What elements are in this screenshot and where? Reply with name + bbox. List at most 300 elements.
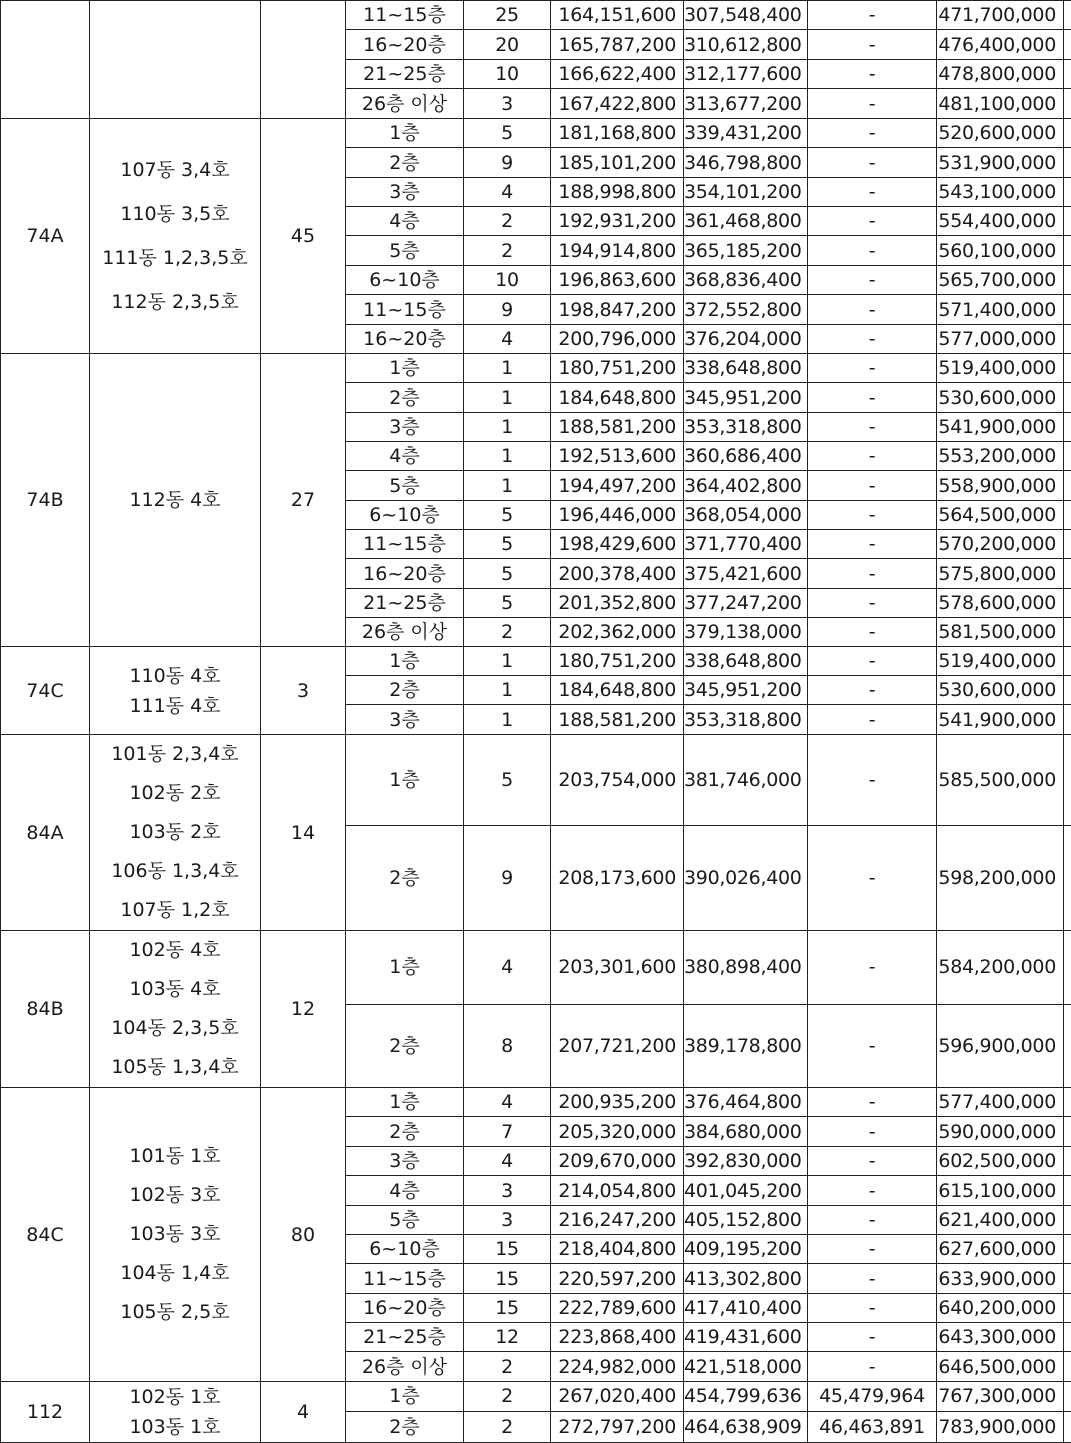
total-price-cell: 577,000,000	[937, 325, 1064, 354]
cut-column-cell	[1064, 148, 1071, 178]
unit-type-cell	[1, 1, 90, 119]
unit-count-cell: 14	[261, 735, 346, 931]
land-price-cell: 203,754,000	[551, 735, 684, 826]
total-price-cell: 478,800,000	[937, 60, 1064, 89]
building-price-cell: 353,318,800	[684, 413, 808, 442]
cut-column-cell	[1064, 647, 1071, 676]
building-price-cell: 392,830,000	[684, 1147, 808, 1176]
units-cell: 5	[464, 589, 551, 618]
dong-list-cell	[90, 1088, 261, 1382]
land-price-cell: 184,648,800	[551, 383, 684, 413]
vat-cell: -	[808, 1004, 937, 1087]
units-cell: 3	[464, 1176, 551, 1206]
total-price-cell: 633,900,000	[937, 1264, 1064, 1294]
price-table-body	[1, 1, 1071, 1443]
floor-cell: 1층	[346, 354, 464, 383]
cut-column-cell	[1064, 501, 1071, 530]
cut-column-cell	[1064, 413, 1071, 442]
cut-column-cell	[1064, 1323, 1071, 1352]
floor-cell: 26층 이상	[346, 1352, 464, 1382]
land-price-cell: 214,054,800	[551, 1176, 684, 1206]
units-cell: 1	[464, 413, 551, 442]
total-price-cell: 541,900,000	[937, 705, 1064, 735]
vat-cell: -	[808, 1294, 937, 1323]
building-price-cell: 390,026,400	[684, 825, 808, 930]
building-price-cell: 368,054,000	[684, 501, 808, 530]
units-cell: 5	[464, 559, 551, 589]
building-price-cell: 310,612,800	[684, 30, 808, 60]
units-cell: 12	[464, 1323, 551, 1352]
building-price-cell: 380,898,400	[684, 931, 808, 1005]
floor-cell: 4층	[346, 1176, 464, 1206]
cut-column-cell	[1064, 1411, 1071, 1442]
building-price-cell: 368,836,400	[684, 266, 808, 295]
building-price-cell: 384,680,000	[684, 1117, 808, 1147]
building-price-cell: 372,552,800	[684, 295, 808, 325]
units-cell: 20	[464, 30, 551, 60]
dong-entry: 102동 2호	[90, 774, 260, 813]
land-price-cell: 188,581,200	[551, 705, 684, 735]
cut-column-cell	[1064, 207, 1071, 236]
units-cell: 4	[464, 178, 551, 207]
total-price-cell: 565,700,000	[937, 266, 1064, 295]
vat-cell: -	[808, 266, 937, 295]
dong-entry: 103동 3호	[90, 1215, 260, 1254]
vat-cell: -	[808, 1176, 937, 1206]
unit-type-cell: 74A	[1, 119, 90, 354]
building-price-cell: 312,177,600	[684, 60, 808, 89]
cut-column-cell	[1064, 236, 1071, 266]
vat-cell: -	[808, 207, 937, 236]
floor-cell: 1층	[346, 1382, 464, 1412]
land-price-cell: 184,648,800	[551, 676, 684, 705]
units-cell: 3	[464, 1206, 551, 1235]
cut-column-cell	[1064, 1294, 1071, 1323]
vat-cell: -	[808, 148, 937, 178]
vat-cell: -	[808, 676, 937, 705]
building-price-cell: 345,951,200	[684, 676, 808, 705]
units-cell: 9	[464, 825, 551, 930]
floor-cell: 1층	[346, 119, 464, 148]
units-cell: 15	[464, 1294, 551, 1323]
dong-list-cell	[90, 1, 261, 119]
units-cell: 2	[464, 1352, 551, 1382]
table-row	[1, 1382, 1071, 1412]
floor-cell: 6~10층	[346, 501, 464, 530]
land-price-cell: 200,935,200	[551, 1088, 684, 1117]
cut-column-cell	[1064, 1117, 1071, 1147]
units-cell: 3	[464, 89, 551, 119]
building-price-cell: 345,951,200	[684, 383, 808, 413]
units-cell: 10	[464, 266, 551, 295]
land-price-cell: 167,422,800	[551, 89, 684, 119]
total-price-cell: 554,400,000	[937, 207, 1064, 236]
units-cell: 7	[464, 1117, 551, 1147]
total-price-cell: 602,500,000	[937, 1147, 1064, 1176]
floor-cell: 6~10층	[346, 1235, 464, 1264]
land-price-cell: 188,998,800	[551, 178, 684, 207]
unit-count-cell	[261, 1, 346, 119]
floor-cell: 26층 이상	[346, 89, 464, 119]
building-price-cell: 365,185,200	[684, 236, 808, 266]
cut-column-cell	[1064, 1147, 1071, 1176]
vat-cell: -	[808, 178, 937, 207]
building-price-cell: 454,799,636	[684, 1382, 808, 1412]
floor-cell: 2층	[346, 1411, 464, 1442]
total-price-cell: 615,100,000	[937, 1176, 1064, 1206]
total-price-cell: 643,300,000	[937, 1323, 1064, 1352]
land-price-cell: 222,789,600	[551, 1294, 684, 1323]
cut-column-cell	[1064, 1264, 1071, 1294]
land-price-cell: 207,721,200	[551, 1004, 684, 1087]
vat-cell: -	[808, 60, 937, 89]
floor-cell: 11~15층	[346, 1, 464, 30]
total-price-cell: 520,600,000	[937, 119, 1064, 148]
vat-cell: -	[808, 354, 937, 383]
land-price-cell: 218,404,800	[551, 1235, 684, 1264]
cut-column-cell	[1064, 266, 1071, 295]
vat-cell: -	[808, 705, 937, 735]
cut-column-cell	[1064, 1004, 1071, 1087]
dong-entry: 110동 3,5호	[90, 192, 260, 236]
floor-cell: 2층	[346, 383, 464, 413]
unit-type-cell: 74B	[1, 354, 90, 647]
floor-cell: 4층	[346, 442, 464, 471]
building-price-cell: 339,431,200	[684, 119, 808, 148]
floor-cell: 16~20층	[346, 559, 464, 589]
total-price-cell: 646,500,000	[937, 1352, 1064, 1382]
vat-cell: -	[808, 1323, 937, 1352]
units-cell: 25	[464, 1, 551, 30]
floor-cell: 3층	[346, 413, 464, 442]
total-price-cell: 577,400,000	[937, 1088, 1064, 1117]
floor-cell: 2층	[346, 825, 464, 930]
units-cell: 8	[464, 1004, 551, 1087]
dong-entry: 112동 2,3,5호	[90, 280, 260, 324]
units-cell: 9	[464, 148, 551, 178]
cut-column-cell	[1064, 383, 1071, 413]
total-price-cell: 767,300,000	[937, 1382, 1064, 1412]
units-cell: 4	[464, 325, 551, 354]
land-price-cell: 188,581,200	[551, 413, 684, 442]
cut-column-cell	[1064, 559, 1071, 589]
floor-cell: 21~25층	[346, 589, 464, 618]
building-price-cell: 361,468,800	[684, 207, 808, 236]
land-price-cell: 194,497,200	[551, 471, 684, 501]
total-price-cell: 564,500,000	[937, 501, 1064, 530]
dong-entry: 104동 1,4호	[90, 1254, 260, 1293]
cut-column-cell	[1064, 471, 1071, 501]
dong-entry: 112동 4호	[90, 478, 260, 522]
dong-entry: 107동 1,2호	[90, 891, 260, 930]
vat-cell: -	[808, 825, 937, 930]
units-cell: 1	[464, 471, 551, 501]
total-price-cell: 640,200,000	[937, 1294, 1064, 1323]
units-cell: 1	[464, 442, 551, 471]
units-cell: 10	[464, 60, 551, 89]
cut-column-cell	[1064, 825, 1071, 930]
dong-entry: 103동 2호	[90, 813, 260, 852]
unit-type-cell: 84C	[1, 1088, 90, 1382]
vat-cell: -	[808, 1147, 937, 1176]
building-price-cell: 353,318,800	[684, 705, 808, 735]
vat-cell: -	[808, 30, 937, 60]
total-price-cell: 531,900,000	[937, 148, 1064, 178]
land-price-cell: 164,151,600	[551, 1, 684, 30]
floor-cell: 3층	[346, 1147, 464, 1176]
land-price-cell: 198,429,600	[551, 530, 684, 559]
vat-cell: -	[808, 931, 937, 1005]
units-cell: 4	[464, 1147, 551, 1176]
total-price-cell: 584,200,000	[937, 931, 1064, 1005]
floor-cell: 16~20층	[346, 1294, 464, 1323]
cut-column-cell	[1064, 119, 1071, 148]
total-price-cell: 519,400,000	[937, 354, 1064, 383]
floor-cell: 11~15층	[346, 1264, 464, 1294]
building-price-cell: 413,302,800	[684, 1264, 808, 1294]
vat-cell: -	[808, 1117, 937, 1147]
land-price-cell: 166,622,400	[551, 60, 684, 89]
land-price-cell: 201,352,800	[551, 589, 684, 618]
cut-column-cell	[1064, 1382, 1071, 1412]
unit-count-cell: 3	[261, 647, 346, 735]
dong-entry: 102동 1호	[90, 1382, 260, 1412]
land-price-cell: 180,751,200	[551, 354, 684, 383]
cut-column-cell	[1064, 1206, 1071, 1235]
cut-column-cell	[1064, 931, 1071, 1005]
floor-cell: 1층	[346, 1088, 464, 1117]
vat-cell: -	[808, 735, 937, 826]
dong-entry: 102동 4호	[90, 931, 260, 970]
building-price-cell: 379,138,000	[684, 618, 808, 647]
cut-column-cell	[1064, 60, 1071, 89]
vat-cell: -	[808, 1, 937, 30]
cut-column-cell	[1064, 89, 1071, 119]
table-row	[1, 119, 1071, 148]
dong-entry: 101동 1호	[90, 1137, 260, 1176]
vat-cell: -	[808, 1088, 937, 1117]
building-price-cell: 376,204,000	[684, 325, 808, 354]
table-row	[1, 354, 1071, 383]
building-price-cell: 381,746,000	[684, 735, 808, 826]
total-price-cell: 621,400,000	[937, 1206, 1064, 1235]
units-cell: 2	[464, 1411, 551, 1442]
vat-cell: -	[808, 530, 937, 559]
cut-column-cell	[1064, 589, 1071, 618]
total-price-cell: 783,900,000	[937, 1411, 1064, 1442]
vat-cell: 45,479,964	[808, 1382, 937, 1412]
land-price-cell: 198,847,200	[551, 295, 684, 325]
land-price-cell: 185,101,200	[551, 148, 684, 178]
building-price-cell: 401,045,200	[684, 1176, 808, 1206]
cut-column-cell	[1064, 1, 1071, 30]
building-price-cell: 405,152,800	[684, 1206, 808, 1235]
building-price-cell: 371,770,400	[684, 530, 808, 559]
building-price-cell: 389,178,800	[684, 1004, 808, 1087]
vat-cell: -	[808, 1264, 937, 1294]
total-price-cell: 581,500,000	[937, 618, 1064, 647]
dong-entry: 103동 1호	[90, 1412, 260, 1442]
land-price-cell: 220,597,200	[551, 1264, 684, 1294]
dong-entry: 101동 2,3,4호	[90, 735, 260, 774]
total-price-cell: 558,900,000	[937, 471, 1064, 501]
floor-cell: 2층	[346, 1117, 464, 1147]
building-price-cell: 409,195,200	[684, 1235, 808, 1264]
land-price-cell: 205,320,000	[551, 1117, 684, 1147]
units-cell: 2	[464, 1382, 551, 1412]
floor-cell: 11~15층	[346, 530, 464, 559]
floor-cell: 11~15층	[346, 295, 464, 325]
table-row	[1, 1088, 1071, 1117]
units-cell: 5	[464, 735, 551, 826]
floor-cell: 21~25층	[346, 1323, 464, 1352]
total-price-cell: 530,600,000	[937, 383, 1064, 413]
dong-entry: 105동 1,3,4호	[90, 1048, 260, 1087]
units-cell: 5	[464, 530, 551, 559]
dong-entry: 106동 1,3,4호	[90, 852, 260, 891]
table-row	[1, 647, 1071, 676]
units-cell: 15	[464, 1235, 551, 1264]
dong-list-cell	[90, 647, 261, 735]
dong-list-cell	[90, 1382, 261, 1443]
vat-cell: -	[808, 89, 937, 119]
unit-type-cell: 84A	[1, 735, 90, 931]
unit-type-cell: 74C	[1, 647, 90, 735]
floor-cell: 26층 이상	[346, 618, 464, 647]
floor-cell: 6~10층	[346, 266, 464, 295]
units-cell: 5	[464, 119, 551, 148]
land-price-cell: 181,168,800	[551, 119, 684, 148]
cut-column-cell	[1064, 705, 1071, 735]
dong-list-cell	[90, 931, 261, 1088]
units-cell: 1	[464, 383, 551, 413]
unit-count-cell: 80	[261, 1088, 346, 1382]
land-price-cell: 203,301,600	[551, 931, 684, 1005]
building-price-cell: 360,686,400	[684, 442, 808, 471]
floor-cell: 5층	[346, 236, 464, 266]
dong-list-cell	[90, 735, 261, 931]
total-price-cell: 471,700,000	[937, 1, 1064, 30]
floor-cell: 5층	[346, 1206, 464, 1235]
unit-type-cell: 112	[1, 1382, 90, 1443]
unit-count-cell: 27	[261, 354, 346, 647]
cut-column-cell	[1064, 1352, 1071, 1382]
vat-cell: -	[808, 471, 937, 501]
cut-column-cell	[1064, 1176, 1071, 1206]
total-price-cell: 553,200,000	[937, 442, 1064, 471]
units-cell: 9	[464, 295, 551, 325]
vat-cell: -	[808, 119, 937, 148]
land-price-cell: 202,362,000	[551, 618, 684, 647]
land-price-cell: 224,982,000	[551, 1352, 684, 1382]
vat-cell: -	[808, 295, 937, 325]
building-price-cell: 464,638,909	[684, 1411, 808, 1442]
land-price-cell: 272,797,200	[551, 1411, 684, 1442]
building-price-cell: 377,247,200	[684, 589, 808, 618]
floor-cell: 1층	[346, 931, 464, 1005]
floor-cell: 2층	[346, 676, 464, 705]
total-price-cell: 543,100,000	[937, 178, 1064, 207]
land-price-cell: 196,446,000	[551, 501, 684, 530]
units-cell: 1	[464, 647, 551, 676]
cut-column-cell	[1064, 1235, 1071, 1264]
units-cell: 2	[464, 207, 551, 236]
land-price-cell: 194,914,800	[551, 236, 684, 266]
vat-cell: -	[808, 559, 937, 589]
total-price-cell: 585,500,000	[937, 735, 1064, 826]
total-price-cell: 575,800,000	[937, 559, 1064, 589]
building-price-cell: 417,410,400	[684, 1294, 808, 1323]
dong-entry: 103동 4호	[90, 970, 260, 1009]
vat-cell: 46,463,891	[808, 1411, 937, 1442]
land-price-cell: 165,787,200	[551, 30, 684, 60]
unit-count-cell: 4	[261, 1382, 346, 1443]
land-price-cell: 216,247,200	[551, 1206, 684, 1235]
dong-entry: 102동 3호	[90, 1176, 260, 1215]
dong-entry: 105동 2,5호	[90, 1293, 260, 1332]
land-price-cell: 192,513,600	[551, 442, 684, 471]
cut-column-cell	[1064, 354, 1071, 383]
total-price-cell: 571,400,000	[937, 295, 1064, 325]
unit-count-cell: 12	[261, 931, 346, 1088]
floor-cell: 1층	[346, 735, 464, 826]
total-price-cell: 627,600,000	[937, 1235, 1064, 1264]
table-row	[1, 735, 1071, 826]
vat-cell: -	[808, 589, 937, 618]
dong-list-cell	[90, 119, 261, 354]
land-price-cell: 192,931,200	[551, 207, 684, 236]
dong-entry: 107동 3,4호	[90, 148, 260, 192]
vat-cell: -	[808, 1206, 937, 1235]
vat-cell: -	[808, 325, 937, 354]
total-price-cell: 541,900,000	[937, 413, 1064, 442]
units-cell: 1	[464, 676, 551, 705]
cut-column-cell	[1064, 1088, 1071, 1117]
floor-cell: 16~20층	[346, 325, 464, 354]
floor-cell: 1층	[346, 647, 464, 676]
total-price-cell: 560,100,000	[937, 236, 1064, 266]
land-price-cell: 209,670,000	[551, 1147, 684, 1176]
cut-column-cell	[1064, 30, 1071, 60]
cut-column-cell	[1064, 735, 1071, 826]
building-price-cell: 364,402,800	[684, 471, 808, 501]
total-price-cell: 598,200,000	[937, 825, 1064, 930]
building-price-cell: 346,798,800	[684, 148, 808, 178]
units-cell: 5	[464, 501, 551, 530]
vat-cell: -	[808, 1235, 937, 1264]
units-cell: 2	[464, 236, 551, 266]
land-price-cell: 200,378,400	[551, 559, 684, 589]
units-cell: 1	[464, 354, 551, 383]
vat-cell: -	[808, 647, 937, 676]
floor-cell: 3층	[346, 705, 464, 735]
cut-column-cell	[1064, 178, 1071, 207]
building-price-cell: 354,101,200	[684, 178, 808, 207]
building-price-cell: 313,677,200	[684, 89, 808, 119]
dong-entry: 111동 4호	[90, 691, 260, 721]
vat-cell: -	[808, 413, 937, 442]
land-price-cell: 200,796,000	[551, 325, 684, 354]
unit-type-cell: 84B	[1, 931, 90, 1088]
units-cell: 1	[464, 705, 551, 735]
floor-cell: 5층	[346, 471, 464, 501]
total-price-cell: 530,600,000	[937, 676, 1064, 705]
total-price-cell: 596,900,000	[937, 1004, 1064, 1087]
building-price-cell: 338,648,800	[684, 354, 808, 383]
land-price-cell: 267,020,400	[551, 1382, 684, 1412]
dong-entry: 110동 4호	[90, 661, 260, 691]
total-price-cell: 578,600,000	[937, 589, 1064, 618]
